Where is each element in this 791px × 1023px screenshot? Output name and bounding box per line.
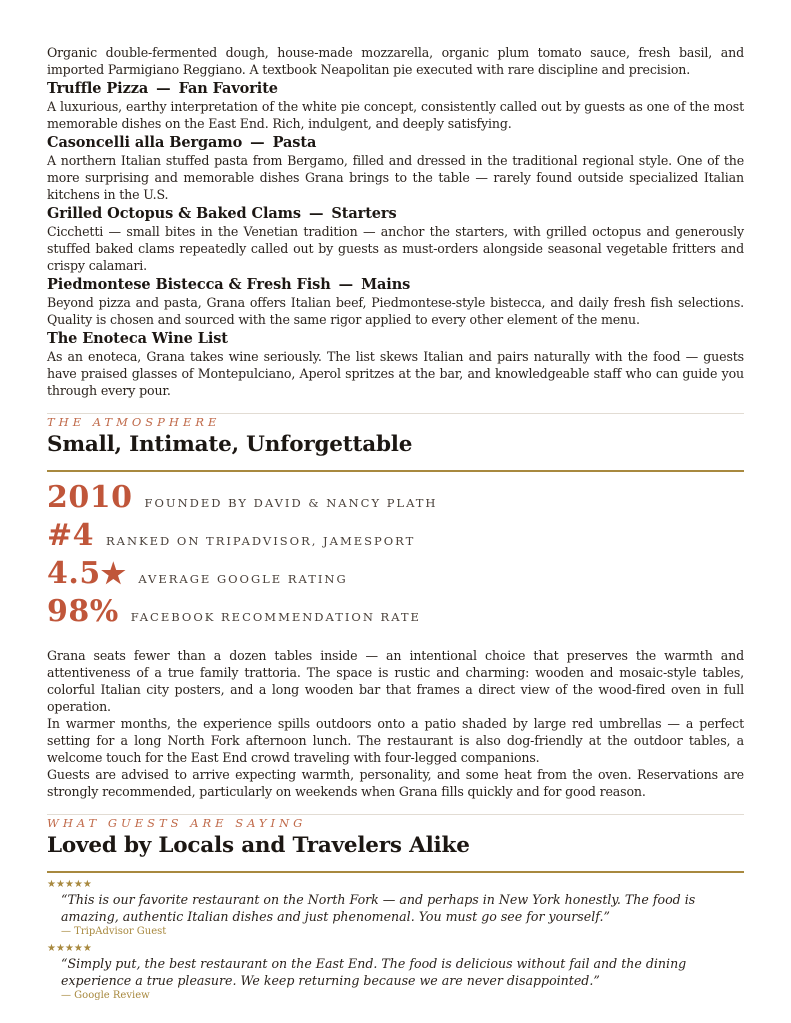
star-rating-icon: ★★★★★ [47, 879, 92, 890]
stat-facebook [47, 593, 744, 631]
reviews-list [47, 879, 744, 1003]
dish-title [47, 205, 744, 223]
section-divider [47, 814, 744, 815]
dash-separator: — [250, 134, 265, 151]
star-rating-icon: ★★★★★ [47, 943, 92, 954]
dish-tag: Pasta [272, 134, 317, 151]
stat-value: 98% [47, 594, 119, 629]
atmosphere-title: Small, Intimate, Unforgettable [47, 432, 413, 457]
stat-value: 4.5 [47, 556, 101, 591]
dish-name: Grilled Octopus & Baked Clams [47, 205, 301, 222]
stat-value-wrapper [47, 555, 126, 593]
atmosphere-body [47, 647, 744, 800]
dish-description: Cicchetti — small bites in the Venetian tradition — anchor the starters, with grilled octopus and generously stuffed baked clams repeatedly called out by guests as must-orders alongside seasonal vegetable fritters and crispy calamari. [47, 224, 744, 273]
stat-founded [47, 479, 744, 517]
review-source: — TripAdvisor Guest [61, 926, 167, 937]
stat-label: AVERAGE GOOGLE RATING [138, 572, 348, 586]
dish-name: Casoncelli alla Bergamo [47, 134, 243, 151]
review-item [47, 943, 744, 1003]
atmosphere-kicker: THE ATMOSPHERE [47, 415, 221, 429]
dish-tag: Mains [361, 276, 411, 293]
dash-separator: — [156, 80, 171, 97]
dish-bistecca-fish [47, 276, 744, 328]
atmosphere-paragraph: Grana seats fewer than a dozen tables inside — an intentional choice that preserves the warmth and attentiveness of a true family trattoria. The space is rustic and charming: wooden and mosaic-style tables, colorful Italian city posters, and a long wooden bar that frames a direct view of the wood-fired oven in full operation. [47, 648, 744, 714]
document-page [47, 44, 744, 1003]
reviews-kicker: WHAT GUESTS ARE SAYING [47, 816, 307, 830]
dish-octopus-clams [47, 205, 744, 274]
stat-label: FOUNDED BY DAVID & NANCY PLATH [144, 496, 438, 510]
dash-separator: — [308, 205, 324, 222]
gold-divider [47, 871, 744, 873]
review-quote: “This is our favorite restaurant on the North Fork — and perhaps in New York honestly. The food is amazing, authentic Italian dishes and just phenomenal. You must go see for yourself.” [61, 892, 696, 924]
gold-divider [47, 470, 744, 472]
section-divider [47, 413, 744, 414]
review-quote: “Simply put, the best restaurant on the East End. The food is delicious without fail and the dining experience a true pleasure. We keep returning because we are never disappointed.” [61, 956, 687, 988]
dish-truffle-pizza [47, 80, 744, 132]
stats-list [47, 479, 744, 631]
dish-description: A northern Italian stuffed pasta from Bergamo, filled and dressed in the traditional regional style. One of the more surprising and memorable dishes Grana brings to the table — rarely found outside specialized Italian kitchens in the U.S. [47, 153, 744, 202]
dish-title [47, 80, 744, 98]
stat-value: 2010 [47, 480, 133, 515]
dish-name: Piedmontese Bistecca & Fresh Fish [47, 276, 331, 293]
review-item [47, 879, 744, 939]
stat-label: FACEBOOK RECOMMENDATION RATE [130, 610, 421, 624]
stat-google-rating [47, 555, 744, 593]
star-icon: ★ [100, 557, 127, 590]
reviews-title: Loved by Locals and Travelers Alike [47, 833, 470, 858]
review-source: — Google Review [61, 990, 150, 1001]
dish-casoncelli [47, 134, 744, 203]
dish-name: Truffle Pizza [47, 80, 149, 97]
dish-description: Beyond pizza and pasta, Grana offers Italian beef, Piedmontese-style bistecca, and daily fresh fish selections. Quality is chosen and sourced with the same rigor applied to every other element of the menu. [47, 295, 744, 327]
atmosphere-paragraph: In warmer months, the experience spills outdoors onto a patio shaded by large red umbrellas — a perfect setting for a long North Fork afternoon lunch. The restaurant is also dog-friendly at the outdoor tables, a welcome touch for the East End crowd traveling with four-legged companions. [47, 716, 744, 765]
dish-title [47, 134, 744, 152]
wine-list-section [47, 330, 744, 399]
stat-value: #4 [47, 518, 95, 553]
dish-tag: Fan Favorite [178, 80, 278, 97]
stat-label: RANKED ON TRIPADVISOR, JAMESPORT [106, 534, 416, 548]
dash-separator: — [338, 276, 354, 293]
atmosphere-paragraph: Guests are advised to arrive expecting warmth, personality, and some heat from the oven. Reservations are strongly recommended, particularly on weekends when Grana fills quickly and for good reason. [47, 767, 744, 799]
wine-list-title: The Enoteca Wine List [47, 330, 228, 347]
menu-intro-text: Organic double-fermented dough, house-made mozzarella, organic plum tomato sauce, fresh basil, and imported Parmigiano Reggiano. A textbook Neapolitan pie executed with rare discipline and precision. [47, 45, 744, 77]
dish-description: A luxurious, earthy interpretation of the white pie concept, consistently called out by guests as one of the most memorable dishes on the East End. Rich, indulgent, and deeply satisfying. [47, 99, 744, 131]
dish-tag: Starters [331, 205, 397, 222]
wine-list-description: As an enoteca, Grana takes wine seriously. The list skews Italian and pairs naturally with the food — guests have praised glasses of Montepulciano, Aperol spritzes at the bar, and knowledgeable staff who can guide you through every pour. [47, 349, 744, 398]
dish-title [47, 276, 744, 294]
stat-tripadvisor-rank [47, 517, 744, 555]
